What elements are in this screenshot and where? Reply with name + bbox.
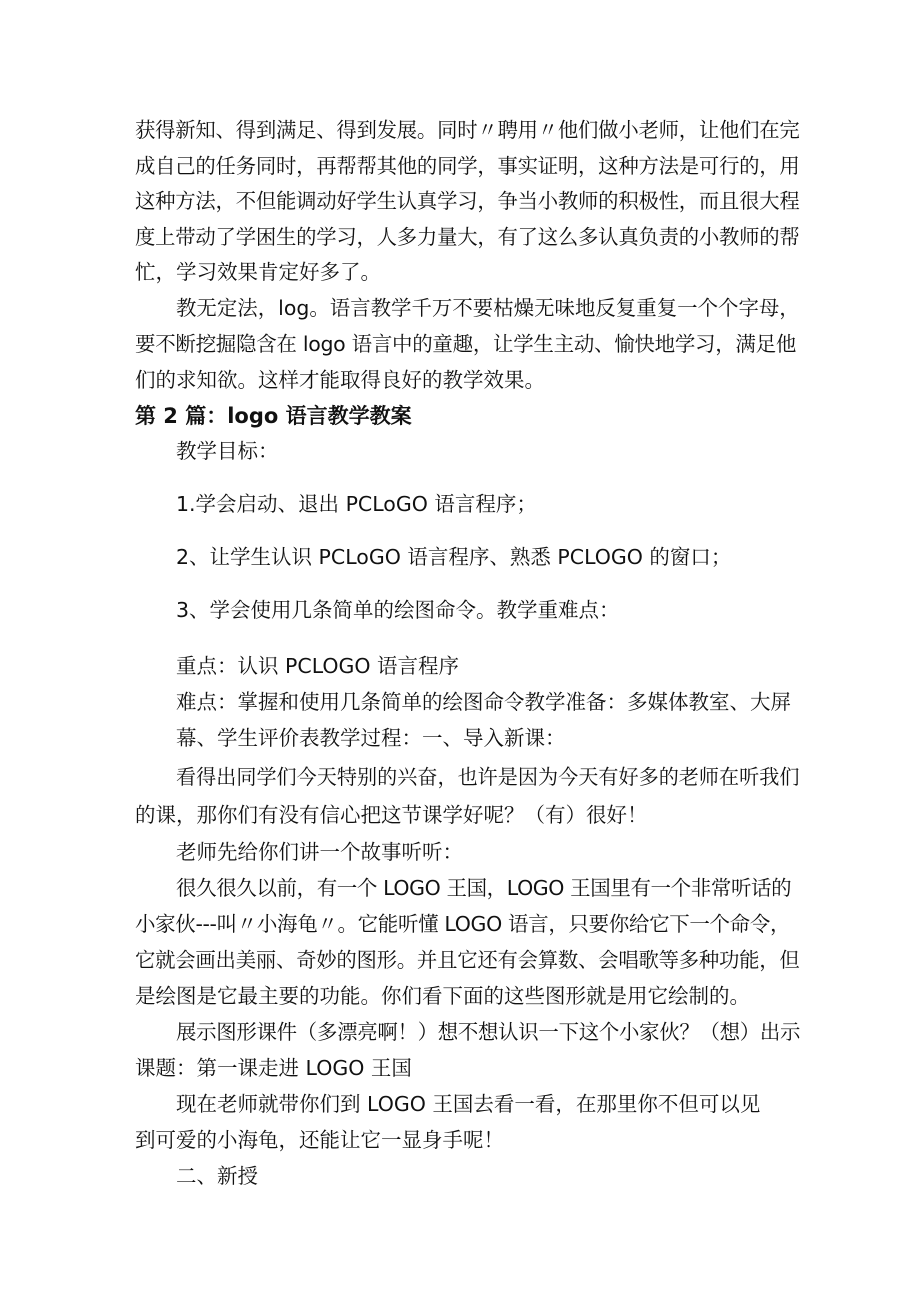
difficulty-line-2: 幕、学生评价表教学过程：一、导入新课： bbox=[176, 726, 566, 750]
story-line-3: 它就会画出美丽、奇妙的图形。并且它还有会算数、会唱歌等多种功能，但 bbox=[135, 948, 800, 972]
show-line-2: 课题：第一课走进 LOGO 王国 bbox=[135, 1056, 412, 1080]
paragraph2-line-3: 们的求知欲。这样才能取得良好的教学效果。 bbox=[135, 368, 545, 392]
paragraph2-line-2: 要不断挖掘隐含在 logo 语言中的童趣，让学生主动、愉快地学习，满足他 bbox=[135, 332, 797, 356]
paragraph1-line-2: 成自己的任务同时，再帮帮其他的同学，事实证明，这种方法是可行的，用 bbox=[135, 154, 800, 178]
story-line-4: 是绘图是它最主要的功能。你们看下面的这些图形就是用它绘制的。 bbox=[135, 984, 750, 1008]
section-heading: 第 2 篇：logo 语言教学教案 bbox=[135, 404, 412, 428]
difficulty-line-1: 难点：掌握和使用几条简单的绘图命令教学准备：多媒体教室、大屏 bbox=[176, 690, 791, 714]
key-point: 重点：认识 PCLOGO 语言程序 bbox=[176, 654, 460, 678]
objective-2: 2、让学生认识 PCLoGO 语言程序、熟悉 PCLOGO 的窗口； bbox=[176, 545, 732, 569]
paragraph1-line-5: 忙，学习效果肯定好多了。 bbox=[135, 260, 381, 284]
objectives-label: 教学目标： bbox=[176, 439, 279, 463]
story-intro: 老师先给你们讲一个故事听听： bbox=[176, 840, 463, 864]
intro-line-1: 看得出同学们今天特别的兴奋，也许是因为今天有好多的老师在听我们 bbox=[176, 765, 800, 789]
paragraph1-line-3: 这种方法，不但能调动好学生认真学习，争当小教师的积极性，而且很大程 bbox=[135, 189, 800, 213]
intro-line-2: 的课，那你们有没有信心把这节课学好呢？（有）很好！ bbox=[135, 803, 648, 827]
visit-line-2: 到可爱的小海龟，还能让它一显身手呢！ bbox=[135, 1128, 504, 1152]
story-line-2: 小家伙---叫〃小海龟〃。它能听懂 LOGO 语言，只要你给它下一个命令， bbox=[135, 912, 791, 936]
new-section: 二、新授 bbox=[176, 1164, 258, 1188]
objective-3: 3、学会使用几条简单的绘图命令。教学重难点： bbox=[176, 598, 620, 622]
objective-1: 1.学会启动、退出 PCLoGO 语言程序； bbox=[176, 492, 537, 516]
paragraph1-line-4: 度上带动了学困生的学习，人多力量大，有了这么多认真负责的小教师的帮 bbox=[135, 225, 800, 249]
show-line-1: 展示图形课件（多漂亮啊！）想不想认识一下这个小家伙？（想）出示 bbox=[176, 1020, 801, 1044]
story-line-1: 很久很久以前，有一个 LOGO 王国，LOGO 王国里有一个非常听话的 bbox=[176, 876, 792, 900]
paragraph1-line-1: 获得新知、得到满足、得到发展。同时〃聘用〃他们做小老师，让他们在完 bbox=[135, 118, 800, 142]
visit-line-1: 现在老师就带你们到 LOGO 王国去看一看，在那里你不但可以见 bbox=[176, 1092, 761, 1116]
paragraph2-line-1: 教无定法，log。语言教学千万不要枯燥无味地反复重复一个个字母， bbox=[176, 296, 800, 320]
